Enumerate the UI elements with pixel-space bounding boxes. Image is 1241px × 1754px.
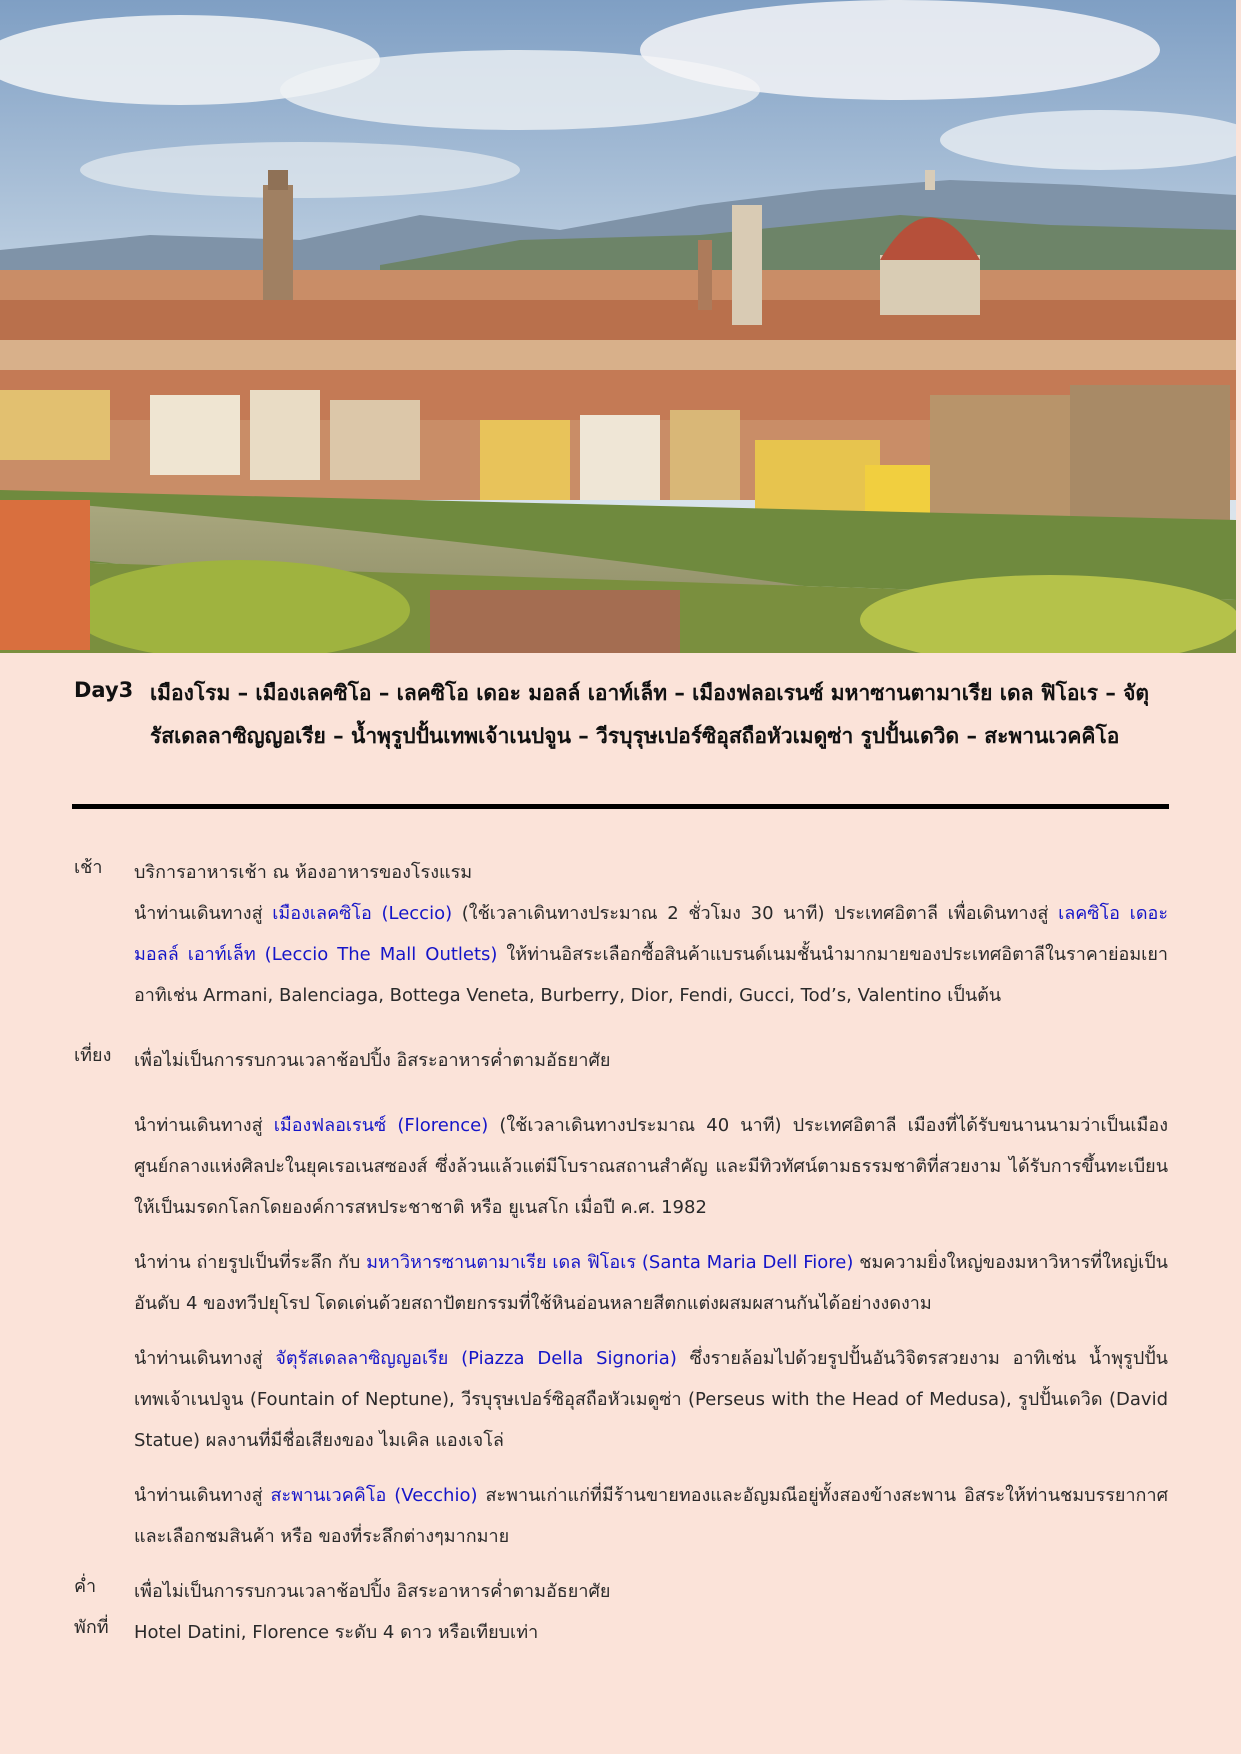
day-label: Day3 <box>74 678 134 702</box>
vecchio-paragraph <box>134 1475 1168 1557</box>
itinerary-body <box>74 852 1168 1653</box>
hotel-label: พักที่ <box>74 1617 109 1638</box>
text-segment: นำท่านเดินทางสู่ <box>134 903 273 924</box>
cathedral-highlight: มหาวิหารซานตามาเรีย เดล ฟิโอเร (Santa Maria Dell Fiore) <box>366 1252 854 1273</box>
text-segment: สะพานเก่าแก่ที่มีร้านขายทองและอัญมณีอยู่ทั้งสองข้างสะพาน อิสระให้ท่านชมบรรยากาศและเลือกชมสินค้า หรือ ของที่ระลึกต่างๆมากมาย <box>134 1485 1168 1547</box>
morning-section <box>74 852 1168 1016</box>
evening-text: เพื่อไม่เป็นการรบกวนเวลาช้อปปิ้ง อิสระอาหารค่ำตามอัธยาศัย <box>134 1581 611 1602</box>
piazza-highlight: จัตุรัสเดลลาซิญญอเรีย (Piazza Della Signoria) <box>275 1348 677 1369</box>
florence-cityscape-illustration <box>0 0 1236 653</box>
evening-label: ค่ำ <box>74 1576 97 1597</box>
leccio-paragraph <box>134 893 1168 1016</box>
text-segment: ให้ท่านอิสระเลือกซื้อสินค้าแบรนด์เนมชั้นนำมากมายของประเทศอิตาลีในราคาย่อมเยา อาทิเช่น Armani, Balenciaga, Bottega Veneta, Burberry, Dior, Fendi, Gucci, Tod’s, Valentino เป็นต้น <box>134 944 1168 1006</box>
text-segment: นำท่าน ถ่ายรูปเป็นที่ระลึก กับ <box>134 1252 367 1273</box>
vecchio-highlight: สะพานเวคคิโอ (Vecchio) <box>270 1485 478 1506</box>
morning-label: เช้า <box>74 857 103 878</box>
hotel-text: Hotel Datini, Florence ระดับ 4 ดาว หรือเทียบเท่า <box>134 1622 539 1643</box>
text-segment: ซึ่งรายล้อมไปด้วยรูปปั้นอันวิจิตรสวยงาม อาทิเช่น น้ำพุรูปปั้นเทพเจ้าเนปจูน (Fountain of Neptune), วีรบุรุษเปอร์ซิอุสถือหัวเมดูซ่า (Perseus with the Head of Medusa), รูปปั้นเดวิด (David Statue) ผลงานที่มีชื่อเสียงของ ไมเคิล แองเจโล่ <box>134 1348 1168 1451</box>
text-segment: (ใช้เวลาเดินทางประมาณ 2 ชั่วโมง 30 นาที) ประเทศอิตาลี เพื่อเดินทางสู่ <box>452 903 1059 924</box>
breakfast-text: บริการอาหารเช้า ณ ห้องอาหารของโรงแรม <box>134 862 473 883</box>
header-divider <box>72 804 1169 809</box>
noon-text: เพื่อไม่เป็นการรบกวนเวลาช้อปปิ้ง อิสระอาหารค่ำตามอัธยาศัย <box>134 1050 611 1071</box>
noon-section <box>74 1040 1168 1081</box>
hotel-section <box>74 1612 1168 1653</box>
day-title: เมืองโรม – เมืองเลคซิโอ – เลคซิโอ เดอะ มอลล์ เอาท์เล็ท – เมืองฟลอเรนซ์ มหาซานตามาเรีย เดล ฟิโอเร – จัตุรัสเดลลาซิญญอเรีย – น้ำพุรูปปั้นเทพเจ้าเนปจูน – วีรบุรุษเปอร์ซิอุสถือหัวเมดูซ่า รูปปั้นเดวิด – สะพานเวคคิโอ <box>150 681 1150 748</box>
text-segment: นำท่านเดินทางสู่ <box>134 1348 276 1369</box>
text-segment: นำท่านเดินทางสู่ <box>134 1485 271 1506</box>
text-segment: (ใช้เวลาเดินทางประมาณ 40 นาที) ประเทศอิตาลี เมืองที่ได้รับขนานนามว่าเป็นเมืองศูนย์กลางแห่งศิลปะในยุคเรอเนสซองส์ ซึ่งล้วนแล้วแต่มีโบราณสถานสำคัญ และมีทิวทัศน์ตามธรรมชาติที่สวยงาม ได้รับการขึ้นทะเบียนให้เป็นมรดกโลกโดยองค์การสหประชาชาติ หรือ ยูเนสโก เมื่อปี ค.ศ. 1982 <box>134 1115 1168 1218</box>
evening-section <box>74 1571 1168 1612</box>
outlet-highlight: เลคซิโอ เดอะ มอลล์ เอาท์เล็ท (Leccio The Mall Outlets) <box>134 903 1168 965</box>
hero-photo-florence <box>0 0 1236 653</box>
florence-highlight: เมืองฟลอเรนซ์ (Florence) <box>273 1115 489 1136</box>
afternoon-section <box>74 1105 1168 1557</box>
florence-paragraph <box>134 1105 1168 1228</box>
leccio-highlight: เมืองเลคซิโอ (Leccio) <box>272 903 453 924</box>
text-segment: ชมความยิ่งใหญ่ของมหาวิหารที่ใหญ่เป็นอันดับ 4 ของทวีปยุโรป โดดเด่นด้วยสถาปัตยกรรมที่ใช้หินอ่อนหลายสีตกแต่งผสมผสานกันได้อย่างงดงาม <box>134 1252 1168 1314</box>
noon-label: เที่ยง <box>74 1045 112 1066</box>
text-segment: นำท่านเดินทางสู่ <box>134 1115 274 1136</box>
piazza-paragraph <box>134 1338 1168 1461</box>
cathedral-paragraph <box>134 1242 1168 1324</box>
